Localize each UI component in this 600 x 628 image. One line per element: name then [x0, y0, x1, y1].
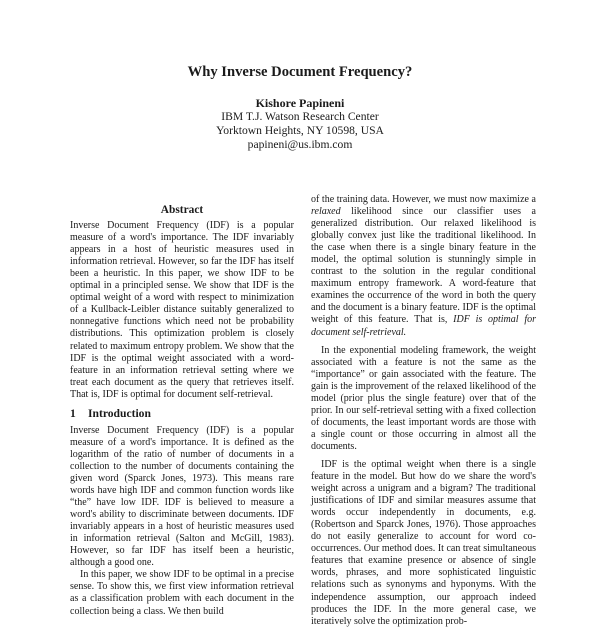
author-address: Yorktown Heights, NY 10598, USA — [216, 124, 384, 137]
abstract-heading: Abstract — [160, 204, 204, 216]
right-paragraph-3: IDF is the optimal weight when there is a single feature in the model. But how do we share the word's weight across a unigram and a bigram? The traditional justifications of IDF and similar measures assume that words occur independently in documents, e.g. (Robertson and Sparck Jones, 1976). Those approaches do not easily generalize to account for word co-occurrences. Our method does. It can treat simultaneous features that examine presence or absence of single words, phrases, and more sophisticated linguistic relations such as synonyms and hyponyms. With the independence assumption, our approach indeed produces the IDF. In the more general case, we iteratively solve the optimization prob- — [311, 458, 536, 627]
right-p1-emphasis-relaxed: relaxed — [311, 206, 341, 218]
right-paragraph-2: In the exponential modeling framework, the weight associated with a feature is not the same as the “importance” or gain associated with the feature. The gain is the improvement of the relaxed likelihood of the model (prior plus the single feature) over that of the prior. In our self-retrieval setting with a fixed collection of documents, the least important words are those with a single count or those occurring in almost all the documents. — [311, 344, 536, 452]
author-name: Kishore Papineni — [255, 96, 345, 110]
author-block — [0, 96, 600, 152]
author-email: papineni@us.ibm.com — [247, 138, 353, 151]
section-heading-introduction — [70, 408, 294, 420]
right-column — [311, 194, 536, 628]
section-number: 1 — [70, 406, 76, 420]
right-paragraph-1 — [311, 194, 536, 339]
intro-paragraph-2: In this paper, we show IDF to be optimal in a precise sense. To show this, we first view information retrieval as a classification problem with each document in the collection being a class. We then build — [70, 569, 294, 617]
right-p1-text-a: of the training data. However, we must now maximize a — [311, 194, 536, 205]
right-p1-emphasis-conclusion: IDF is optimal for document self-retrieval. — [311, 314, 536, 338]
abstract-text: Inverse Document Frequency (IDF) is a popular measure of a word's importance. The IDF invariably appears in a host of heuristic measures used in information retrieval. However, so far the IDF has itself been a heuristic. In this paper, we show IDF to be optimal in a principled sense. We show that IDF is the optimal weight of a word with respect to minimization of a Kullback-Leibler distance suitably generalized to nonnegative functions which need not be probability distributions. This optimization problem is closely related to maximum entropy problem. We show that the IDF is the optimal weight associated with a word-feature in an information retrieval setting where we treat each document as the query that retrieves itself. That is, IDF is optimal for document self-retrieval. — [70, 220, 294, 400]
paper-title: Why Inverse Document Frequency? — [187, 64, 413, 80]
section-title: Introduction — [88, 406, 151, 420]
author-affiliation: IBM T.J. Watson Research Center — [221, 110, 379, 123]
intro-paragraph-1: Inverse Document Frequency (IDF) is a popular measure of a word's importance. It is defined as the logarithm of the ratio of number of documents in a collection to the number of documents containing the given word (Sparck Jones, 1973). This means rare words have high IDF and common function words like “the” have low IDF. IDF is believed to measure a word's ability to discriminate between documents. IDF invariably appears in a host of heuristic measures used in information retrieval (Salton and McGill, 1983). However, so far IDF has itself been a heuristic, although a good one. — [70, 424, 294, 569]
left-column — [70, 204, 294, 618]
right-p1-text-b: likelihood since our classifier uses a generalized distribution. Our relaxed likelihood is globally convex just like the traditional likelihood. In the case when there is a single binary feature in the model, the optimal solution is stunningly simple in contrast to the solution in the regular conditional maximum entropy framework. A word-feature that examines the occurrence of the word in both the query and the document is a binary feature. IDF is the optimal weight of this feature. That is, — [311, 206, 536, 326]
